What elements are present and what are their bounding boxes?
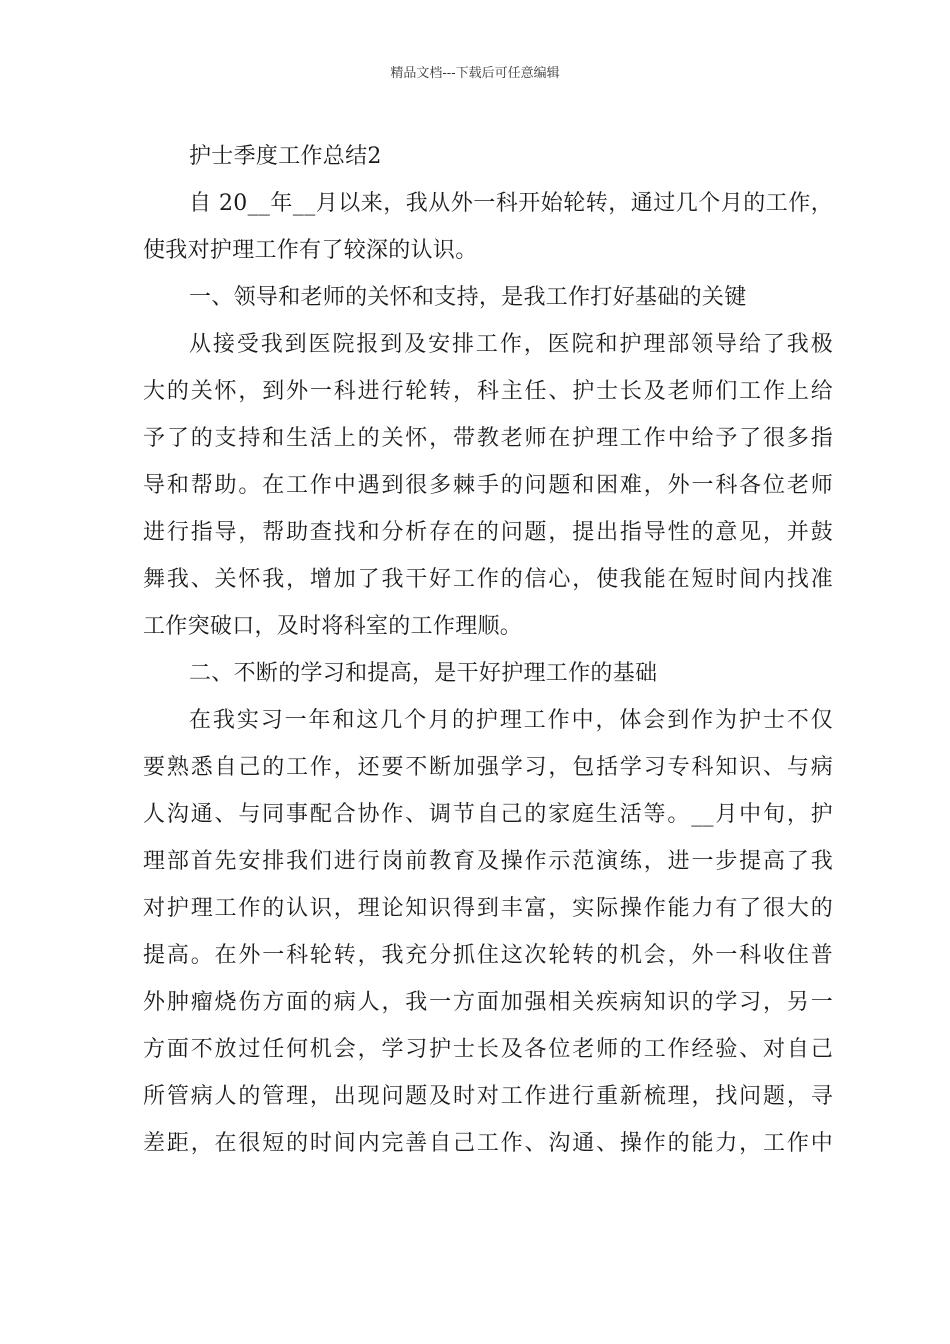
paragraph-line: 方面不放过任何机会，学习护士长及各位老师的工作经验、对自己 [143, 1037, 833, 1062]
paragraph-line: 舞我、关怀我，增加了我干好工作的信心，使我能在短时间内找准 [143, 567, 833, 592]
paragraph-line: 人沟通、与同事配合协作、调节自己的家庭生活等。__月中旬，护 [143, 802, 833, 827]
paragraph-line: 工作突破口，及时将科室的工作理顺。 [143, 614, 523, 639]
paragraph-line: 在我实习一年和这几个月的护理工作中，体会到作为护士不仅 [189, 708, 833, 733]
section-heading: 二、不断的学习和提高，是干好护理工作的基础 [189, 661, 658, 686]
document-title: 护士季度工作总结2 [189, 144, 382, 169]
paragraph-line: 予了的支持和生活上的关怀，带教老师在护理工作中给予了很多指 [143, 426, 833, 451]
document-header-watermark: 精品文档---下载后可任意编辑 [390, 66, 560, 81]
paragraph-line: 自 20__年__月以来，我从外一科开始轮转，通过几个月的工作， [189, 191, 833, 216]
section-heading: 一、领导和老师的关怀和支持，是我工作打好基础的关键 [189, 285, 747, 310]
paragraph-line: 大的关怀，到外一科进行轮转，科主任、护士长及老师们工作上给 [143, 379, 833, 404]
document-body [143, 133, 833, 1167]
paragraph-line: 要熟悉自己的工作，还要不断加强学习，包括学习专科知识、与病 [143, 755, 833, 780]
paragraph-line: 使我对护理工作有了较深的认识。 [143, 238, 478, 263]
paragraph-line: 从接受我到医院报到及安排工作，医院和护理部领导给了我极 [189, 332, 833, 357]
paragraph-line: 提高。在外一科轮转，我充分抓住这次轮转的机会，外一科收住普 [143, 943, 833, 968]
paragraph-line: 差距，在很短的时间内完善自己工作、沟通、操作的能力，工作中 [143, 1131, 833, 1156]
paragraph-line: 理部首先安排我们进行岗前教育及操作示范演练，进一步提高了我 [143, 849, 833, 874]
paragraph-line: 外肿瘤烧伤方面的病人，我一方面加强相关疾病知识的学习，另一 [143, 990, 833, 1015]
paragraph-line: 所管病人的管理，出现问题及时对工作进行重新梳理，找问题，寻 [143, 1084, 833, 1109]
paragraph-line: 导和帮助。在工作中遇到很多棘手的问题和困难，外一科各位老师 [143, 473, 833, 498]
paragraph-line: 对护理工作的认识，理论知识得到丰富，实际操作能力有了很大的 [143, 896, 833, 921]
paragraph-line: 进行指导，帮助查找和分析存在的问题，提出指导性的意见，并鼓 [143, 520, 833, 545]
